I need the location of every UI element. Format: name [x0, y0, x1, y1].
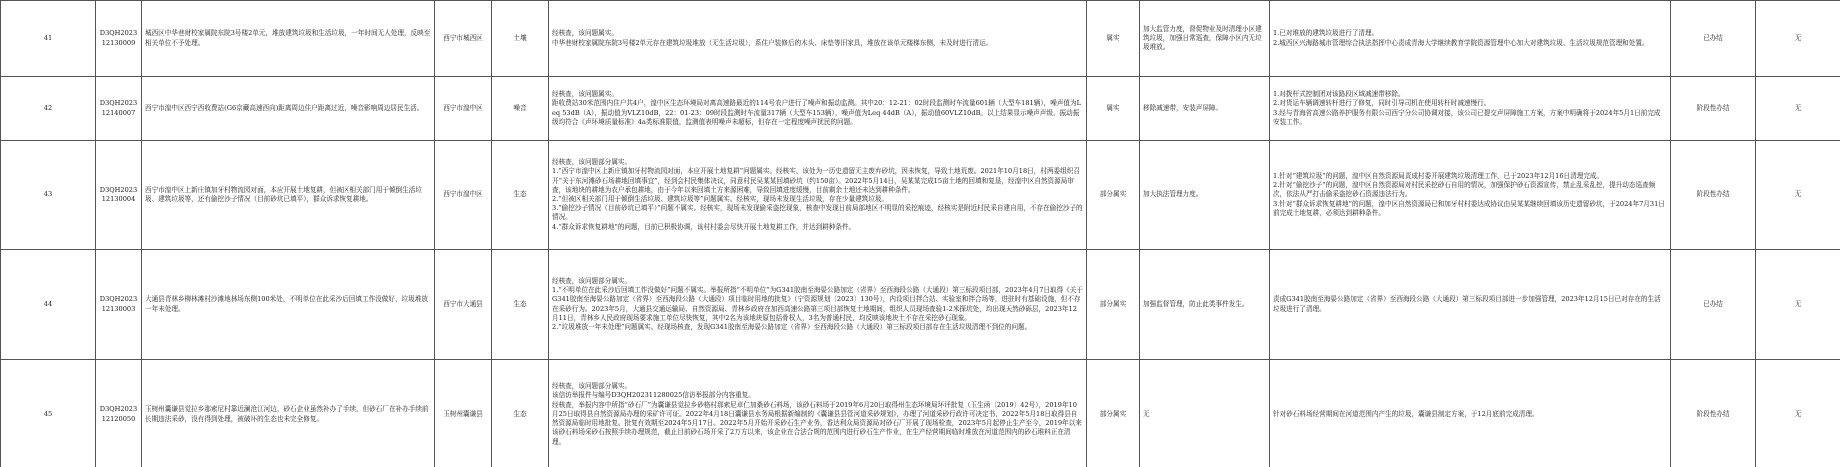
result-paragraph: 1.针对“建筑垃圾”的问题，湟中区自然资源局责成村委开展建筑垃圾清理工作，已于2023年12月16日清理完成。 — [1273, 171, 1604, 180]
finding-paragraph: 2.“但被区相关部门用于倾倒生活垃圾、建筑垃圾等”问题属实。经核实，现场未发现生活垃圾，存在少量建筑垃圾。 — [552, 195, 889, 203]
investigation-findings — [549, 360, 1087, 467]
result-paragraph: 责成G341胶南至海晏公路加定（省界）至西海段公路（大通段）第三标段项目部进一步加强管理，2023年12月15日已对存在的生活垃圾进行了清理。 — [1273, 295, 1661, 313]
handling-results — [1270, 1, 1671, 77]
finding-paragraph: 经核查，该问题属实。 — [552, 90, 618, 99]
table-row — [1, 360, 1840, 467]
location: 西宁市湟中区 — [435, 77, 492, 141]
result-paragraph: 3.针对“群众诉求恢复耕地”的问题，湟中区自然资源局已和加牙村村委达成协议由吴某某继续回填该历史遗留砂坑，于2024年7月31日前完成土地复耕，必须达到耕种条件。 — [1273, 199, 1665, 217]
finding-paragraph: 1.“不明单位在此采沙后回填工作没做好”问题不属实。举报所指“不明单位”为G341胶南至海晏公路加定（省界）至西海段公路（大通段）第三标段项目部，2023年4月7日取得《关于G341胶南至海晏公路加定（省界）至西海段公路（大通段）项目临时用地的批复》（宁资源规划〔2023〕130号），内设项目拌合站、实验室和拌合场等，进驻时有基础设施，但不存在采砂行为。2023年5月，大通县交通运输局、自然资源局、青林乡政府在加西高速公路第三项目部恢复土地期间，组织人员现场查验1-2米探坑处，均出现天然砂砾层，2023年12月11日，青林乡人民政府现场要求施工单位尽快恢复，其中2名为该地块原包括骨权人，3名为普通村民，均反映该地块土不存在采挖砂石现象。 — [552, 286, 1083, 322]
result-paragraph: 2.针对“偷挖沙子”的问题，湟中区自然资源局对村民采挖砂石自用的情况，加强保护砂石资源宣传，禁止乱采乱挖，提升动态巡查频次，依法从严打击偷采盗挖砂石资源违法行为。 — [1273, 181, 1656, 199]
rectification-measures: 移除减速带，安装声屏障。 — [1140, 77, 1270, 141]
investigation-findings — [549, 141, 1087, 250]
complaint-content: 城西区中华巷财校家属院东院3号楼2单元，堆放建筑垃圾和生活垃圾，一年时间无人处理，反映至相关单位不予处理。 — [142, 1, 435, 77]
handling-results — [1270, 360, 1671, 467]
case-code: D3QH202312130004 — [96, 141, 142, 250]
row-number: 42 — [1, 77, 96, 141]
remark: 无 — [1756, 77, 1840, 141]
table-row — [1, 250, 1840, 360]
table-row — [1, 77, 1840, 141]
result-paragraph: 1.对拨杆式控制团对该路段区域减速带移除。 — [1273, 90, 1405, 99]
remark: 无 — [1756, 250, 1840, 360]
finding-paragraph: 3.“偷挖沙子情况（目前砂坑已填平）”问题不属实。经核实，现场未发现偷采盗挖现象，核查中发现日前局部地区不明显的采挖痕迹，经核实是附近村民采自建自用，不存在偷挖沙子的情况。 — [552, 204, 1083, 222]
status: 阶段性办结 — [1671, 360, 1756, 467]
verdict: 部分属实 — [1087, 360, 1140, 467]
pollution-type: 土壤 — [492, 1, 549, 77]
handling-results — [1270, 141, 1671, 250]
status: 已办结 — [1671, 1, 1756, 77]
complaint-content: 玉树州囊谦县觉拉乡那索尼村靠近澜沧江河边，砂石企业虽然补办了手续，但砂石厂在补办手续前长期违法采砂，没有得到处理，被破坏的生态也未完全修复。 — [142, 360, 435, 467]
remark: 无 — [1756, 1, 1840, 77]
row-number: 44 — [1, 250, 96, 360]
row-number: 43 — [1, 141, 96, 250]
finding-paragraph: 1.“西宁市湟中区上新庄镇加牙村物流园对面，本应开展土地复耕”问题属实。经核实，该处为一历史遗留无主废弃砂坑，因未恢复，导致土地荒废。2021年10月18日，村两委组织召开“关于东河滩砂石场耕地回填事宜”，经到会村民集体决议，同意村民吴某某回填砂坑（约150亩）。2022年5月14日，吴某某完成15亩土地的回填和复垦，经湟中区自然资源局审查，该地块的耕地为农户承包耕地，由于今年以来回填土方来源困难，导致回填进度缓慢，目前剩余土地还未达到耕种条件。 — [552, 167, 1080, 194]
rectification-measures: 加强监督管理，防止此类事件发生。 — [1140, 250, 1270, 360]
finding-paragraph: 2.“垃圾堆放一年未处理”问题属实。经现场核查，发现G341胶南至海晏公路加定（省界）至西海段公路（大通段）第三标段项目部存在生活垃圾清理不到位的问题。 — [552, 322, 1032, 331]
location: 西宁市城西区 — [435, 1, 492, 77]
case-code: D3QH202312120050 — [96, 360, 142, 467]
verdict: 部分属实 — [1087, 141, 1140, 250]
status: 已办结 — [1671, 250, 1756, 360]
result-paragraph: 1.已对堆放的建筑垃圾进行了清理。 — [1273, 29, 1379, 38]
finding-paragraph: 经核查，该问题部分属实。 — [552, 382, 632, 391]
complaint-content: 西宁市湟中区西宁西收费站(G6京藏高速西向)距离周边住户距离过近，噪音影响周边居民生活。 — [142, 77, 435, 141]
status: 阶段性办结 — [1671, 141, 1756, 250]
rectification-measures: 加大监管力度，督促物业及时清理小区建筑垃圾，加强日常巡查，保障小区内无垃圾堆放。 — [1140, 1, 1270, 77]
verdict: 属实 — [1087, 1, 1140, 77]
pollution-type: 噪音 — [492, 77, 549, 141]
finding-paragraph: 经核查，该问题部分属实。 — [552, 158, 632, 167]
finding-paragraph: 4.“群众诉求恢复耕地”的问题，目前已积极协调，该村村委会尽快开展土地复耕工作，并达到耕种条件。 — [552, 222, 856, 231]
remark: 无 — [1756, 360, 1840, 467]
table-body — [1, 1, 1840, 467]
finding-paragraph: 距收费站30米范围内住户共4户，湟中区生态环境局对离高速路最近的114号农户进行了噪声和振动监测。其中20：12-21：02时段监测时车流量601辆（大型车181辆），噪声值为Leq 53dB（A），振动值为VLZ10dB，22：01-23：09时段监测时车流量317辆（大型车153辆），噪声值为Leq 44dB（A），振动值60VLZ10dB。以上结果显示噪声声级、振动振级均符合《声环境质量标准》4a类标准限值，监测值表明噪声未超标，但存在一定程度噪声扰民的问题。 — [552, 99, 1081, 126]
location: 西宁市湟中区 — [435, 141, 492, 250]
verdict: 属实 — [1087, 77, 1140, 141]
result-paragraph: 针对砂石料场经营期间在河道范围内产生的垃圾，囊谦县制定方案，于12月底前完成清理。 — [1273, 409, 1539, 418]
row-number: 45 — [1, 360, 96, 467]
finding-paragraph: 经核查，该问题部分属实。 — [552, 276, 632, 285]
remark: 无 — [1756, 141, 1840, 250]
finding-paragraph: 经核查，该问题属实。 — [552, 29, 618, 38]
finding-paragraph: 经核查，举报内容中所指“砂石厂”为囊谦县觉拉乡砂格村那索尼卓仁加桑砂石料场，该砂石料场于2019年6月20日取得州生态环境局环评批复（玉生函〔2019〕42号），2019年10月25日取得县自然资源局办理的采矿许可证。2022年4月18日囊谦县水务局根据新编制的《囊谦县县管河道采砂规划》，办理了河道采砂行政许可决定书，2022年5月18日取得县自然资源局临时用地批复。批复有效期至2024年5月17日。2022年5月开始开采砂石生产业务，香达利众局资源局对砂石厂开展了现场检查，2023年5月起停止生产至今，2019年以来该砂石料场采砂石按照手续办理规范，截止目前砂石场开采了2万方以来，该企业在合法合规的范围内进行砂石生产作业，在生产经营期间临时堆放在河道范围内的砂石堆料正在清理。 — [552, 400, 1082, 446]
row-number: 41 — [1, 1, 96, 77]
pollution-type: 生态 — [492, 360, 549, 467]
result-paragraph: 3.经与青海省高速公路养护服务有限公司西宁分公司协调对接，该公司已提交声屏障施工方案，方案中明确将于2024年5月1日前完成安装工作。 — [1273, 108, 1661, 126]
complaint-content: 西宁市湟中区上新庄镇加牙村物流园对面，本应开展土地复耕，但被区相关部门用于倾倒生活垃圾、建筑垃圾等，还有偷挖沙子情况（目前砂坑已填平），群众诉求恢复耕地。 — [142, 141, 435, 250]
investigation-findings — [549, 250, 1087, 360]
top-edge — [0, 0, 1840, 8]
finding-paragraph: 该信访举报件与编号D3QH202311280025信访举报部分内容重复。 — [552, 391, 755, 400]
table-row — [1, 141, 1840, 250]
case-code: D3QH202312130003 — [96, 250, 142, 360]
result-paragraph: 2.对货运车辆调速转杆进行了修复，同时引导司机在使用转杆时减速慢行。 — [1273, 99, 1491, 108]
location: 玉树州囊谦县 — [435, 360, 492, 467]
case-code: D3QH202312140007 — [96, 77, 142, 141]
table-row — [1, 1, 1840, 77]
verdict: 部分属实 — [1087, 250, 1140, 360]
investigation-findings — [549, 77, 1087, 141]
investigation-findings — [549, 1, 1087, 77]
pollution-type: 生态 — [492, 141, 549, 250]
location: 西宁市大通县 — [435, 250, 492, 360]
rectification-measures: 加大执法管理力度。 — [1140, 141, 1270, 250]
case-code: D3QH202312130009 — [96, 1, 142, 77]
pollution-type: 生态 — [492, 250, 549, 360]
handling-results — [1270, 250, 1671, 360]
status: 阶段性办结 — [1671, 77, 1756, 141]
complaint-content: 大通县青林乡柳林滩村沙滩地林场东侧100米处，不明单位在此采沙后回填工作没做好，垃圾堆放一年未处理。 — [142, 250, 435, 360]
handling-results — [1270, 77, 1671, 141]
result-paragraph: 2.城西区兴海路城市管理综合执法指挥中心责成青海大学继续教育学院资源管理中心加大对建筑垃圾、生活垃圾规范管理和处置。 — [1273, 38, 1649, 47]
finding-paragraph: 中华巷财校家属院东院3号楼2单元存在建筑垃圾堆放（无生活垃圾），系住户装修后的木头、床垫等旧家具，堆放在该单元楼梯东侧，未及时进行清运。 — [552, 38, 993, 47]
rectification-measures: 无 — [1140, 360, 1270, 467]
